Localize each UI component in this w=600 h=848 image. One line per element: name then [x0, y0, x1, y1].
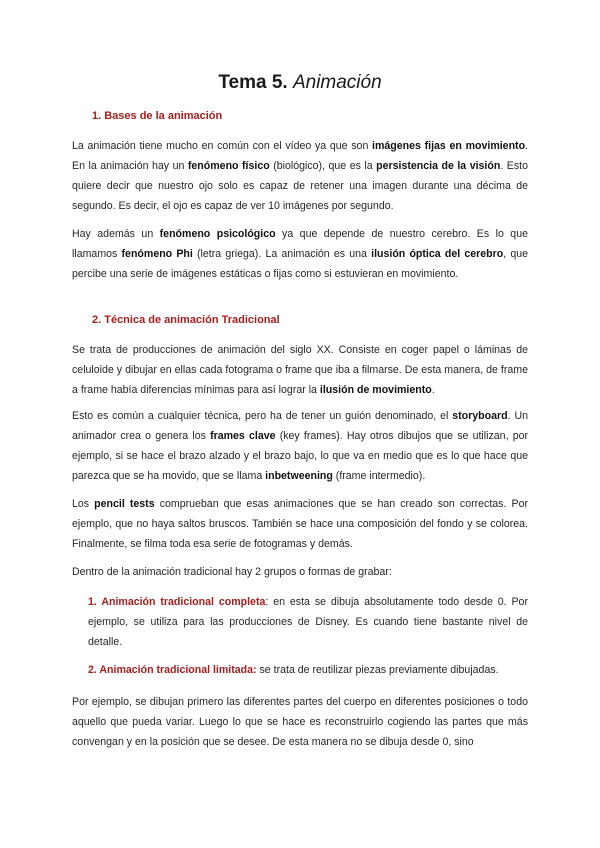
paragraph-5: Los pencil tests comprueban que esas animaciones que se han creado son correctas. Por ejemplo, que no haya saltos bruscos. También se hace una composición del fondo y se colorea. Finalmente, se filma toda esa serie de fotogramas y demás.	[72, 498, 528, 550]
list-item: 2. Animación tradicional limitada: se trata de reutilizar piezas previamente dibujadas.	[88, 664, 499, 676]
paragraph-6: Dentro de la animación tradicional hay 2 grupos o formas de grabar:	[72, 566, 392, 578]
paragraph-3: Se trata de producciones de animación del siglo XX. Consiste en coger papel o láminas de celuloide y dibujar en ellas cada fotograma o frame que iba a filmarse. De esta manera, de frame a frame había diferencias mínimas para así lograr la ilusión de movimiento.	[72, 344, 528, 396]
page-title	[0, 72, 600, 94]
paragraph-7: Por ejemplo, se dibujan primero las diferentes partes del cuerpo en diferentes posiciones o todo aquello que pueda variar. Luego lo que se hace es reconstruirlo cogiendo las partes que más convengan y en la posición que se desee. De esta manera no se dibuja desde 0, sino	[72, 696, 528, 748]
paragraph-2: Hay además un fenómeno psicológico ya que depende de nuestro cerebro. Es lo que llamamos fenómeno Phi (letra griega). La animación es una ilusión óptica del cerebro, que percibe una serie de imágenes estáticas o fijas como si estuvieran en movimiento.	[72, 228, 529, 280]
paragraph-4: Esto es común a cualquier técnica, pero ha de tener un guión denominado, el storyboard. Un animador crea o genera los frames clave (key frames). Hay otros dibujos que se utilizan, por ejemplo, si se hace el brazo alzado y el brazo bajo, lo que va en medio que es lo que hace que parezca que se ha movido, que se llama inbetweening (frame intermedio).	[72, 410, 529, 482]
title-italic: Animación	[292, 72, 382, 93]
list-item: 1. Animación tradicional completa: en esta se dibuja absolutamente todo desde 0. Por ejemplo, se utiliza para las producciones de Disney. Es cuando tiene bastante nivel de detalle.	[88, 596, 528, 648]
title-strong: Tema 5.	[218, 72, 288, 93]
paragraph-1: La animación tiene mucho en común con el vídeo ya que son imágenes fijas en movimiento. En la animación hay un fenómeno físico (biológico), que es la persistencia de la visión. Esto quiere decir que nuestro ojo solo es capaz de retener una imagen durante una décima de segundo. Es decir, el ojo es capaz de ver 10 imágenes por segundo.	[72, 140, 528, 212]
section-heading-2: 2. Técnica de animación Tradicional	[92, 314, 280, 326]
section-heading-1: 1. Bases de la animación	[92, 110, 223, 122]
